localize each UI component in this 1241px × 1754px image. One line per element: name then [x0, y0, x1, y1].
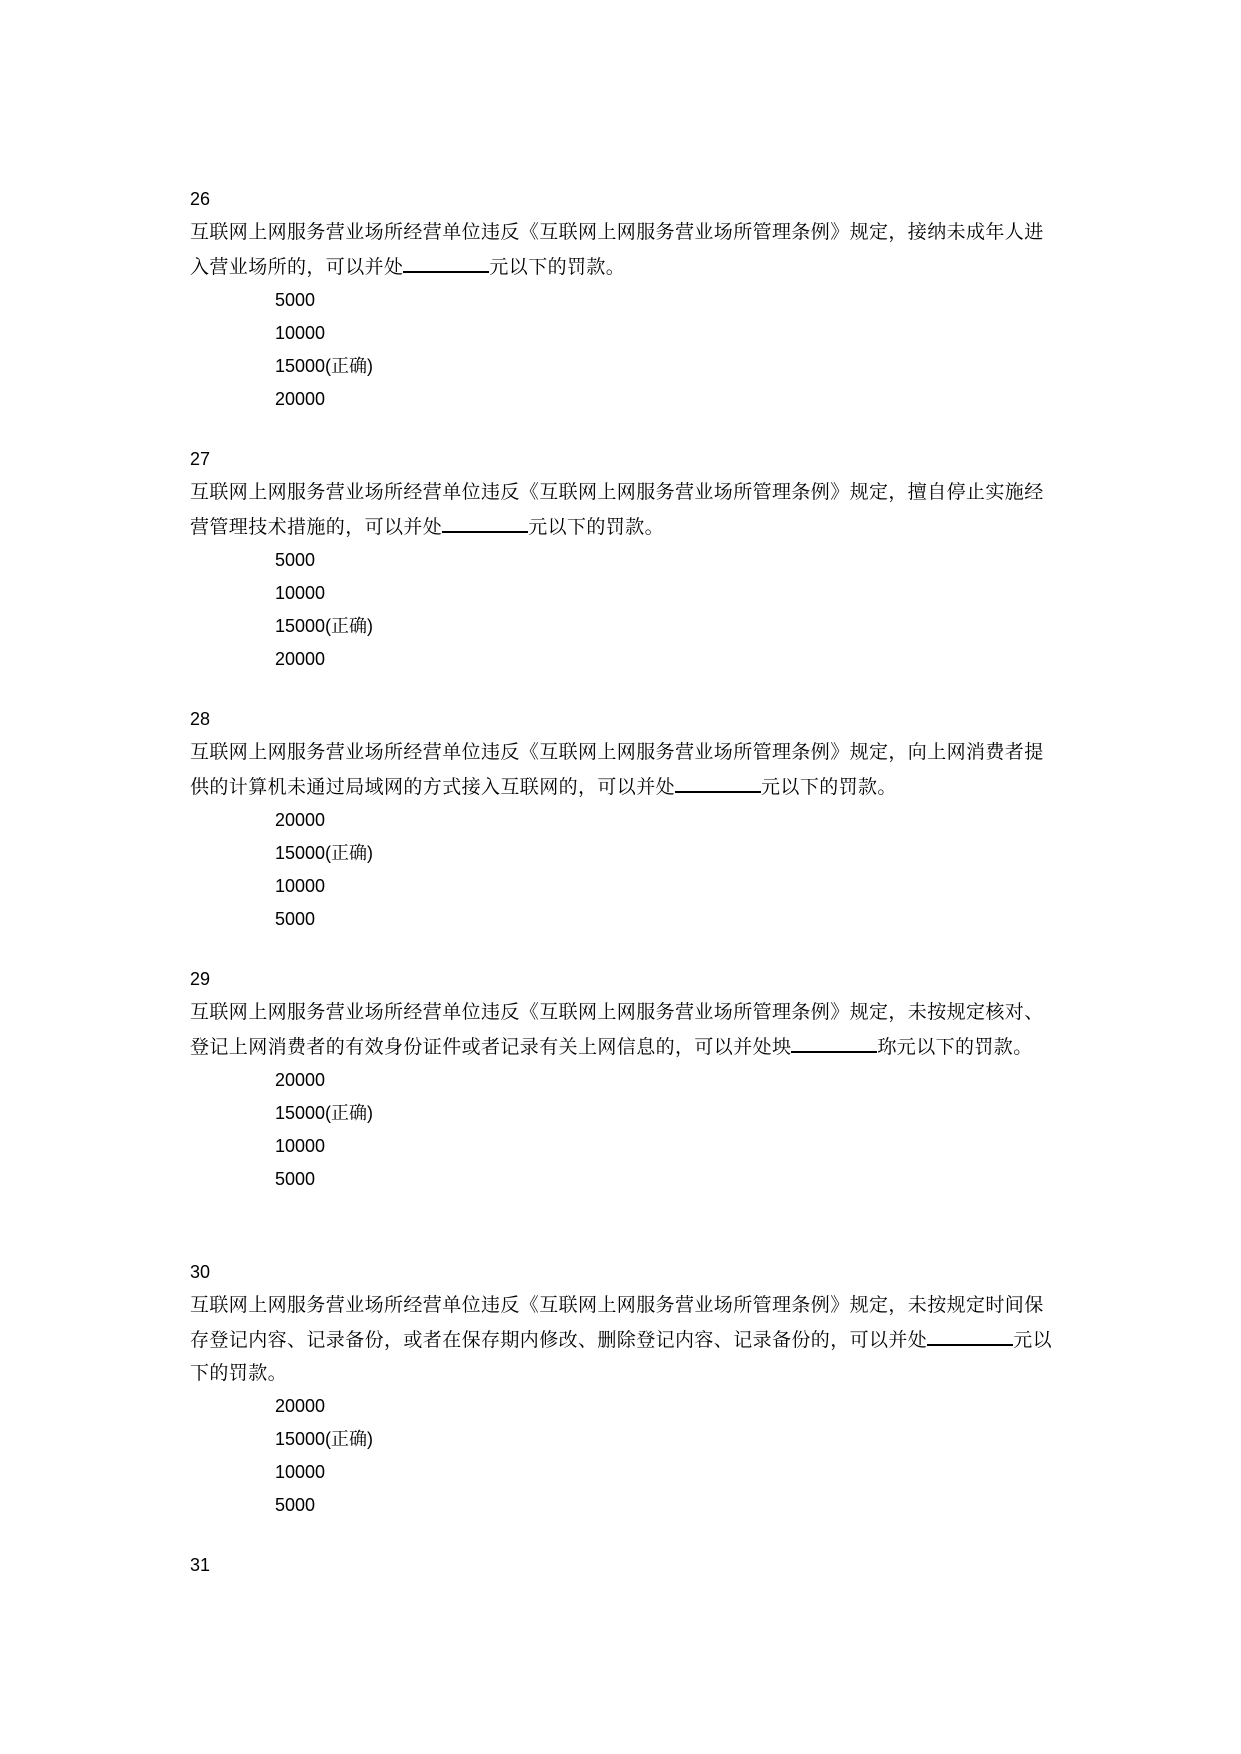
question-number: 31 [190, 1555, 211, 1575]
answer-blank [927, 1322, 1013, 1346]
options-list [190, 1064, 1060, 1196]
answer-blank [403, 249, 489, 273]
answer-blank [791, 1029, 877, 1053]
question-text: 互联网上网服务营业场所经营单位违反《互联网上网服务营业场所管理条例》规定，未按规定核对、登记上网消费者的有效身份证件或者记录有关上网信息的，可以并处坱 珎元以下的罚款。 [190, 1001, 1044, 1058]
question-number: 29 [190, 969, 211, 989]
question-text: 互联网上网服务营业场所经营单位违反《互联网上网服务营业场所管理条例》规定，未按规定时间保存登记内容、记录备份，或者在保存期内修改、删除登记内容、记录备份的，可以并处 元以下的罚款。 [190, 1294, 1053, 1384]
question-26 [190, 183, 1060, 416]
options-list [190, 284, 1060, 416]
option-a: 20000 [275, 1396, 326, 1416]
question-number: 28 [190, 709, 211, 729]
answer-blank [675, 769, 761, 793]
option-c: 15000(正确) [275, 616, 374, 636]
option-a: 20000 [275, 1070, 326, 1090]
answer-blank [442, 509, 528, 533]
question-text: 互联网上网服务营业场所经营单位违反《互联网上网服务营业场所管理条例》规定，擅自停止实施经营管理技术措施的，可以并处 元以下的罚款。 [190, 481, 1044, 538]
question-27 [190, 443, 1060, 676]
option-b: 10000 [275, 583, 326, 603]
options-list [190, 1390, 1060, 1522]
question-number: 26 [190, 189, 211, 209]
question-number: 30 [190, 1262, 211, 1282]
question-29 [190, 963, 1060, 1196]
option-d: 5000 [275, 1495, 316, 1515]
option-a: 5000 [275, 550, 316, 570]
options-list [190, 544, 1060, 676]
option-a: 5000 [275, 290, 316, 310]
question-text: 互联网上网服务营业场所经营单位违反《互联网上网服务营业场所管理条例》规定，接纳未成年人进入营业场所的，可以并处 元以下的罚款。 [190, 221, 1044, 278]
option-b: 15000(正确) [275, 1429, 374, 1449]
option-d: 20000 [275, 389, 326, 409]
option-d: 5000 [275, 1169, 316, 1189]
question-30 [190, 1256, 1060, 1522]
option-c: 10000 [275, 1462, 326, 1482]
option-b: 10000 [275, 323, 326, 343]
question-number: 27 [190, 449, 211, 469]
option-a: 20000 [275, 810, 326, 830]
question-text: 互联网上网服务营业场所经营单位违反《互联网上网服务营业场所管理条例》规定，向上网消费者提供的计算机未通过局域网的方式接入互联网的，可以并处 元以下的罚款。 [190, 741, 1044, 798]
options-list [190, 804, 1060, 936]
option-c: 10000 [275, 876, 326, 896]
option-c: 10000 [275, 1136, 326, 1156]
option-d: 20000 [275, 649, 326, 669]
question-28 [190, 703, 1060, 936]
option-b: 15000(正确) [275, 1103, 374, 1123]
option-d: 5000 [275, 909, 316, 929]
option-b: 15000(正确) [275, 843, 374, 863]
question-31 [190, 1549, 1060, 1582]
option-c: 15000(正确) [275, 356, 374, 376]
